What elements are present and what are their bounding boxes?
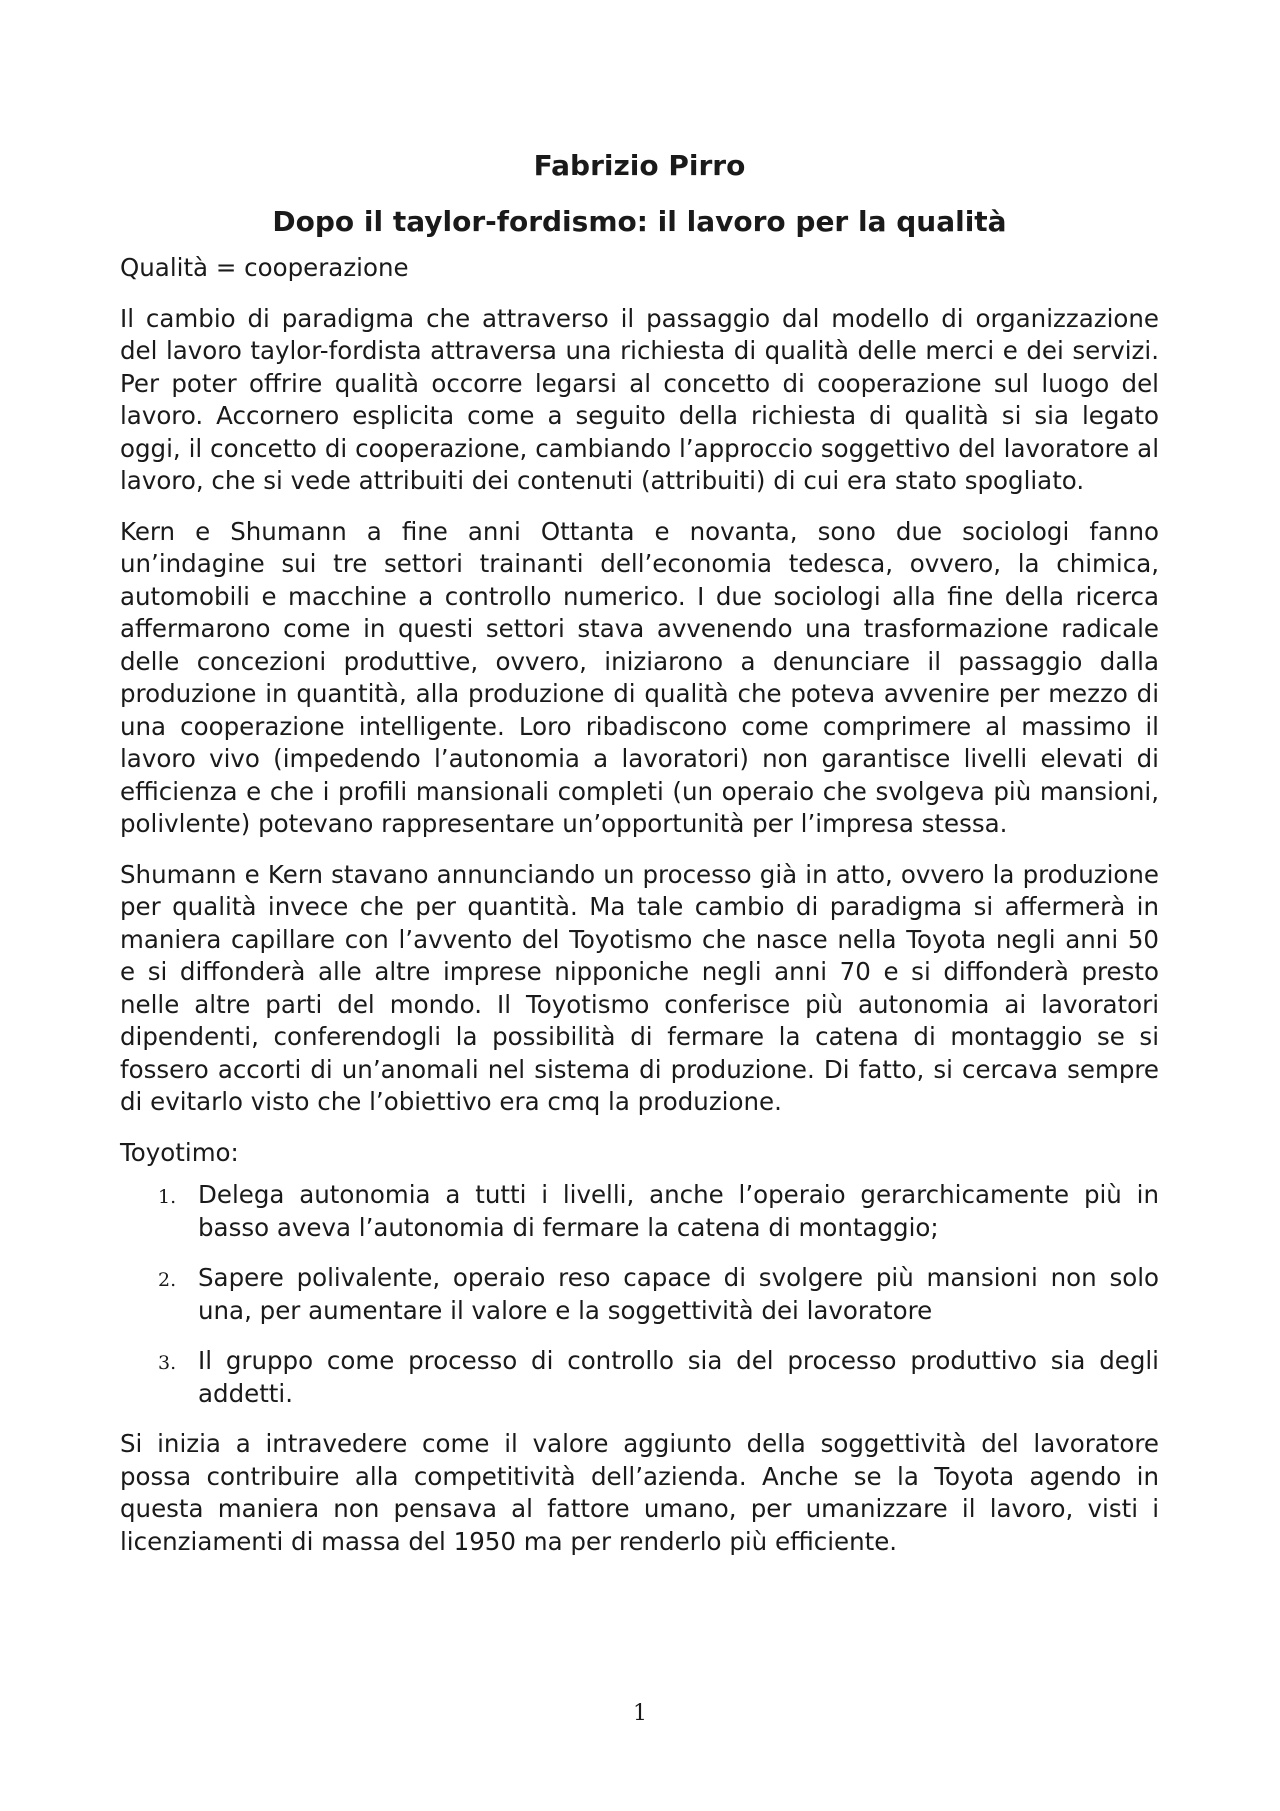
list-item-text: Delega autonomia a tutti i livelli, anche l’operaio gerarchicamente più in basso aveva l’autonomia di fermare la catena di montaggio; (198, 1180, 1159, 1242)
list-item-text: Il gruppo come processo di controllo sia del processo produttivo sia degli addetti. (198, 1346, 1159, 1408)
toyotismo-list (120, 1179, 1159, 1410)
page-content (120, 148, 1159, 1576)
page-number: 1 (633, 1701, 647, 1726)
paragraph-3: Shumann e Kern stavano annunciando un processo già in atto, ovvero la produzione per qualità invece che per quantità. Ma tale cambio di paradigma si affermerà in maniera capillare con l’avvento del Toyotismo che nasce nella Toyota negli anni 50 e si diffonderà alle altre imprese nipponiche negli anni 70 e si diffonderà presto nelle altre parti del mondo. Il Toyotismo conferisce più autonomia ai lavoratori dipendenti, conferendogli la possibilità di fermare la catena di montaggio se si fossero accorti di un’anomali nel sistema di produzione. Di fatto, si cercava sempre di evitarlo visto che l’obiettivo era cmq la produzione. (120, 859, 1159, 1116)
document-title: Dopo il taylor-fordismo: il lavoro per la qualità (272, 205, 1007, 238)
paragraph-1: Il cambio di paradigma che attraverso il passaggio dal modello di organizzazione del lavoro taylor-fordista attraversa una richiesta di qualità delle merci e dei servizi. Per poter offrire qualità occorre legarsi al concetto di cooperazione sul luogo del lavoro. Accornero esplicita come a seguito della richiesta di qualità si sia legato oggi, il concetto di cooperazione, cambiando l’approccio soggettivo del lavoratore al lavoro, che si vede attribuiti dei contenuti (attribuiti) di cui era stato spogliato. (120, 303, 1159, 495)
list-label: Toyotimo: (120, 1137, 239, 1167)
list-item-number: 3. (158, 1352, 177, 1374)
list-item-number: 1. (158, 1186, 177, 1208)
section-subtitle: Qualità = cooperazione (120, 253, 409, 282)
closing-paragraph: Si inizia a intravedere come il valore aggiunto della soggettività del lavoratore possa contribuire alla competitività dell’azienda. Anche se la Toyota agendo in questa maniera non pensava al fattore umano, per umanizzare il lavoro, visti i licenziamenti di massa del 1950 ma per renderlo più efficiente. (120, 1429, 1159, 1556)
list-item (120, 1262, 1159, 1327)
list-item (120, 1179, 1159, 1244)
author-name: Fabrizio Pirro (533, 149, 746, 182)
list-item-number: 2. (158, 1269, 177, 1291)
list-item (120, 1345, 1159, 1410)
list-item-text: Sapere polivalente, operaio reso capace di svolgere più mansioni non solo una, per aumentare il valore e la soggettività dei lavoratore (198, 1263, 1159, 1325)
paragraph-2: Kern e Shumann a fine anni Ottanta e novanta, sono due sociologi fanno un’indagine sui tre settori trainanti dell’economia tedesca, ovvero, la chimica, automobili e macchine a controllo numerico. I due sociologi alla fine della ricerca affermarono come in questi settori stava avvenendo una trasformazione radicale delle concezioni produttive, ovvero, iniziarono a denunciare il passaggio dalla produzione in quantità, alla produzione di qualità che poteva avvenire per mezzo di una cooperazione intelligente. Loro ribadiscono come comprimere al massimo il lavoro vivo (impedendo l’autonomia a lavoratori) non garantisce livelli elevati di efficienza e che i profili mansionali completi (un operaio che svolgeva più mansioni, polivlente) potevano rappresentare un’opportunità per l’impresa stessa. (120, 516, 1159, 838)
